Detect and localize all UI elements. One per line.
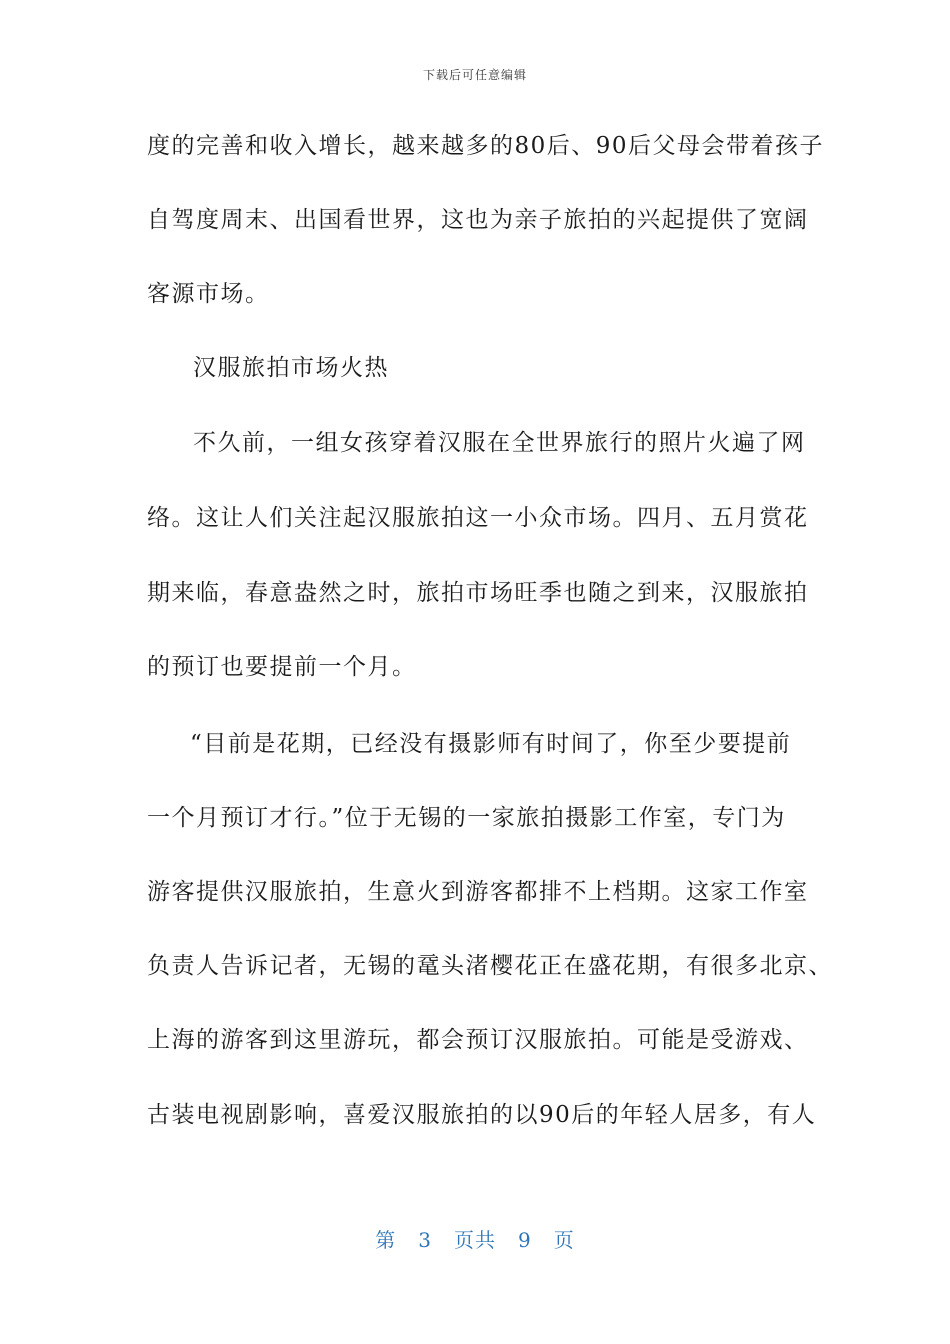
section-heading: 汉服旅拍市场火热	[193, 355, 389, 381]
footer-total-pages: 9	[518, 1228, 532, 1252]
body-line-12: 负责人告诉记者，无锡的鼋头渚樱花正在盛花期，有很多北京、	[147, 953, 833, 979]
body-line-1: 度的完善和收入增长，越来越多的80后、90后父母会带着孩子	[147, 133, 825, 159]
body-line-2: 自驾度周末、出国看世界，这也为亲子旅拍的兴起提供了宽阔	[147, 207, 809, 233]
body-line-7: 期来临，春意盎然之时，旅拍市场旺季也随之到来，汉服旅拍	[147, 580, 809, 606]
body-line-6: 络。这让人们关注起汉服旅拍这一小众市场。四月、五月赏花	[147, 505, 809, 531]
page-header: 下载后可任意编辑	[422, 68, 527, 82]
body-line-14: 古装电视剧影响，喜爱汉服旅拍的以90后的年轻人居多，有人	[147, 1102, 817, 1128]
body-line-11: 游客提供汉服旅拍，生意火到游客都排不上档期。这家工作室	[147, 879, 809, 905]
footer-prefix: 第	[375, 1228, 397, 1252]
body-line-3: 客源市场。	[147, 281, 270, 307]
body-line-10: 一个月预订才行。”位于无锡的一家旅拍摄影工作室，专门为	[147, 805, 786, 831]
footer-suffix: 页	[553, 1228, 575, 1252]
body-line-8: 的预订也要提前一个月。	[147, 654, 417, 680]
footer-current-page: 3	[418, 1228, 432, 1252]
body-line-5: 不久前，一组女孩穿着汉服在全世界旅行的照片火遍了网	[193, 430, 806, 456]
page-footer	[0, 1224, 950, 1253]
body-line-13: 上海的游客到这里游玩，都会预订汉服旅拍。可能是受游戏、	[147, 1027, 809, 1053]
footer-middle: 页共	[454, 1228, 496, 1252]
body-line-9: “目前是花期，已经没有摄影师有时间了，你至少要提前	[190, 731, 792, 757]
